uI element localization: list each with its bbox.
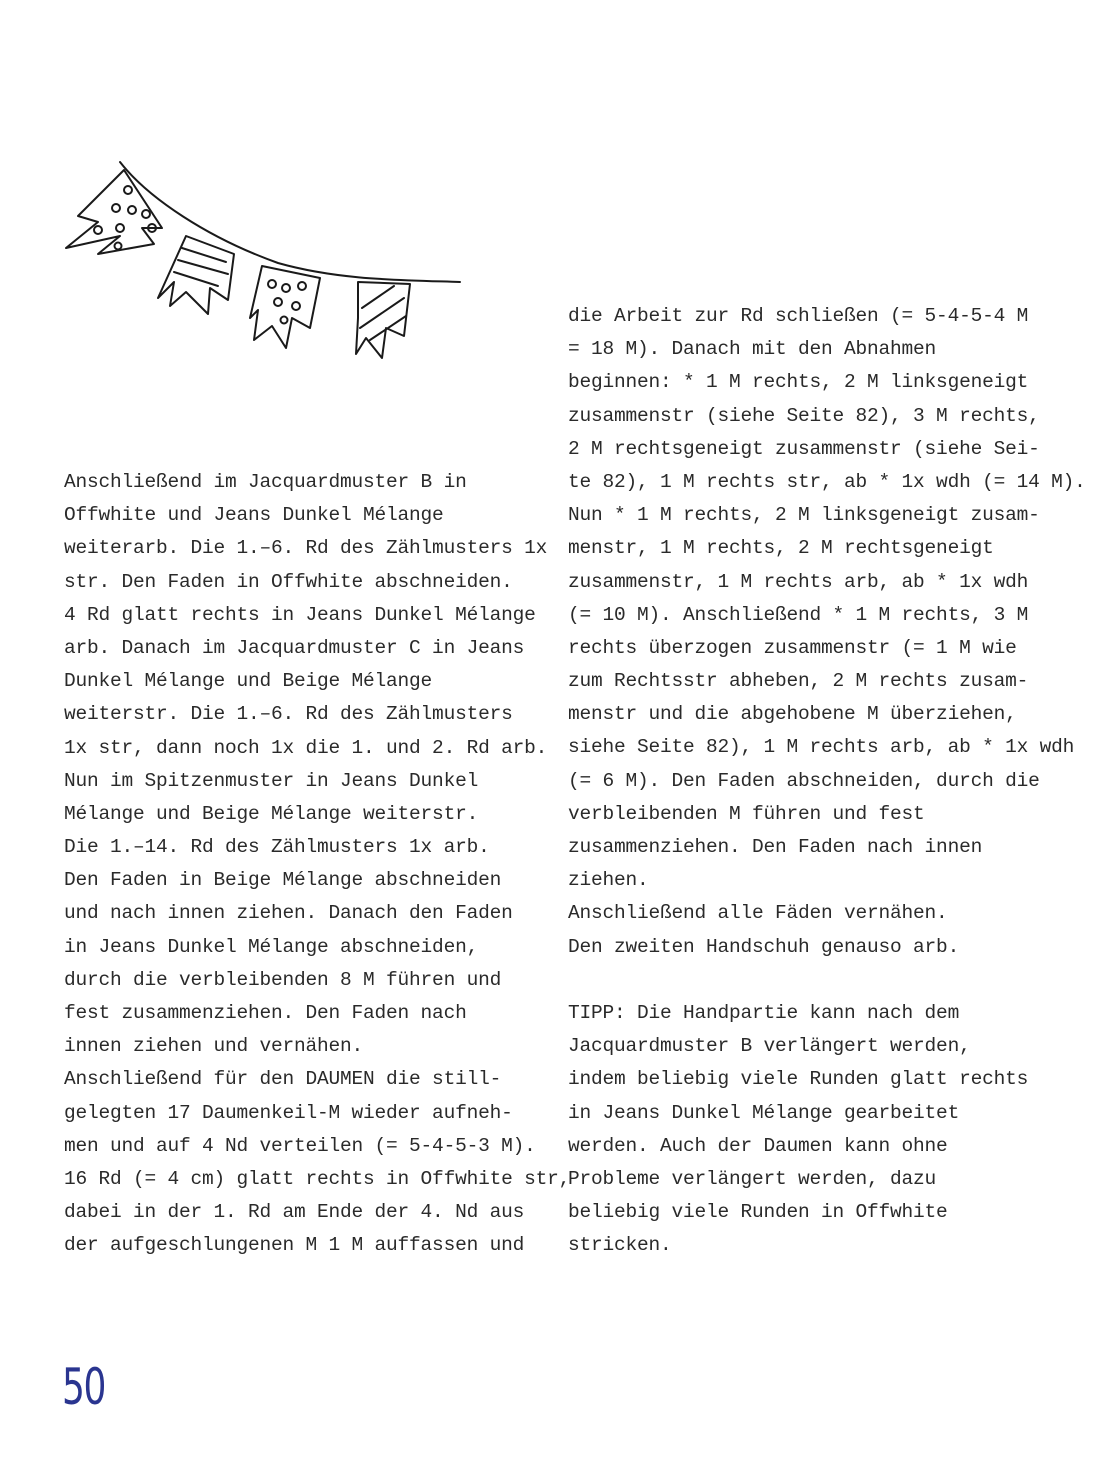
text-line: zusammenziehen. Den Faden nach innen <box>568 836 983 858</box>
text-line: Den Faden in Beige Mélange abschneiden <box>64 869 502 892</box>
text-line: werden. Auch der Daumen kann ohne <box>568 1134 948 1157</box>
text-line: arb. Danach im Jacquardmuster C in Jeans <box>64 636 525 659</box>
text-line: fest zusammenziehen. Den Faden nach <box>64 1002 467 1024</box>
text-line: Den zweiten Handschuh genauso arb. <box>568 935 960 958</box>
text-line: menstr, 1 M rechts, 2 M rechtsgeneigt <box>568 537 994 560</box>
text-line: stricken. <box>568 1234 672 1257</box>
text-line: TIPP: Die Handpartie kann nach dem <box>568 1001 960 1024</box>
text-line: = 18 M). Danach mit den Abnahmen <box>568 338 937 361</box>
text-line: gelegten 17 Daumenkeil-M wieder aufneh- <box>64 1101 513 1124</box>
text-line: indem beliebig viele Runden glatt rechts <box>568 1068 1029 1091</box>
text-line: durch die verbleibenden 8 M führen und <box>64 968 502 991</box>
text-line: Anschließend im Jacquardmuster B in <box>64 471 467 493</box>
text-line: te 82), 1 M rechts str, ab * 1x wdh (= 14 M). <box>568 470 1086 493</box>
text-line: innen ziehen und vernähen. <box>64 1035 364 1058</box>
text-line: rechts überzogen zusammenstr (= 1 M wie <box>568 636 1017 659</box>
text-line: der aufgeschlungenen M 1 M auffassen und <box>64 1234 525 1257</box>
text-line: zusammenstr, 1 M rechts arb, ab * 1x wdh <box>568 570 1029 593</box>
text-line: 4 Rd glatt rechts in Jeans Dunkel Mélange <box>64 603 536 626</box>
text-line: 1x str, dann noch 1x die 1. und 2. Rd arb. <box>64 736 548 759</box>
text-line: Mélange und Beige Mélange weiterstr. <box>64 802 479 825</box>
text-line: Anschließend für den DAUMEN die still- <box>64 1068 502 1091</box>
text-line: zum Rechtsstr abheben, 2 M rechts zusam- <box>568 670 1029 693</box>
text-line: 2 M rechtsgeneigt zusammenstr (siehe Sei- <box>568 437 1040 460</box>
text-line: 16 Rd (= 4 cm) glatt rechts in Offwhite str, <box>64 1167 571 1190</box>
text-line: Die 1.–14. Rd des Zählmusters 1x arb. <box>64 836 490 859</box>
text-line: siehe Seite 82), 1 M rechts arb, ab * 1x wdh <box>568 736 1075 759</box>
text-line <box>568 964 1086 997</box>
right-text-column <box>568 300 1086 1262</box>
text-line: weiterarb. Die 1.–6. Rd des Zählmusters 1x <box>64 537 548 560</box>
text-line: Dunkel Mélange und Beige Mélange <box>64 670 433 693</box>
text-line: menstr und die abgehobene M überziehen, <box>568 703 1017 726</box>
left-text-column <box>64 466 570 1263</box>
text-line: (= 6 M). Den Faden abschneiden, durch die <box>568 769 1040 792</box>
text-line: (= 10 M). Anschließend * 1 M rechts, 3 M <box>568 603 1029 626</box>
text-line: und nach innen ziehen. Danach den Faden <box>64 902 513 925</box>
text-line: Probleme verlängert werden, dazu <box>568 1167 937 1190</box>
text-line: in Jeans Dunkel Mélange abschneiden, <box>64 935 479 958</box>
text-line: men und auf 4 Nd verteilen (= 5-4-5-3 M). <box>64 1134 536 1157</box>
text-line: str. Den Faden in Offwhite abschneiden. <box>64 570 513 593</box>
text-line: Jacquardmuster B verlängert werden, <box>568 1035 971 1058</box>
text-line: Nun * 1 M rechts, 2 M linksgeneigt zusam- <box>568 504 1040 527</box>
text-line: die Arbeit zur Rd schließen (= 5-4-5-4 M <box>568 305 1029 327</box>
text-line: beliebig viele Runden in Offwhite <box>568 1201 948 1224</box>
text-line: ziehen. <box>568 869 649 892</box>
text-line: weiterstr. Die 1.–6. Rd des Zählmusters <box>64 703 513 726</box>
text-line: beginnen: * 1 M rechts, 2 M linksgeneigt <box>568 371 1029 394</box>
bunting-garland-icon <box>58 158 468 398</box>
text-line: Nun im Spitzenmuster in Jeans Dunkel <box>64 769 479 792</box>
text-line: Offwhite und Jeans Dunkel Mélange <box>64 504 444 527</box>
text-line: zusammenstr (siehe Seite 82), 3 M rechts, <box>568 404 1040 427</box>
text-line: dabei in der 1. Rd am Ende der 4. Nd aus <box>64 1201 525 1224</box>
text-line: in Jeans Dunkel Mélange gearbeitet <box>568 1101 960 1124</box>
text-line: Anschließend alle Fäden vernähen. <box>568 902 948 925</box>
page-number: 50 <box>62 1358 105 1416</box>
text-line: verbleibenden M führen und fest <box>568 802 925 825</box>
